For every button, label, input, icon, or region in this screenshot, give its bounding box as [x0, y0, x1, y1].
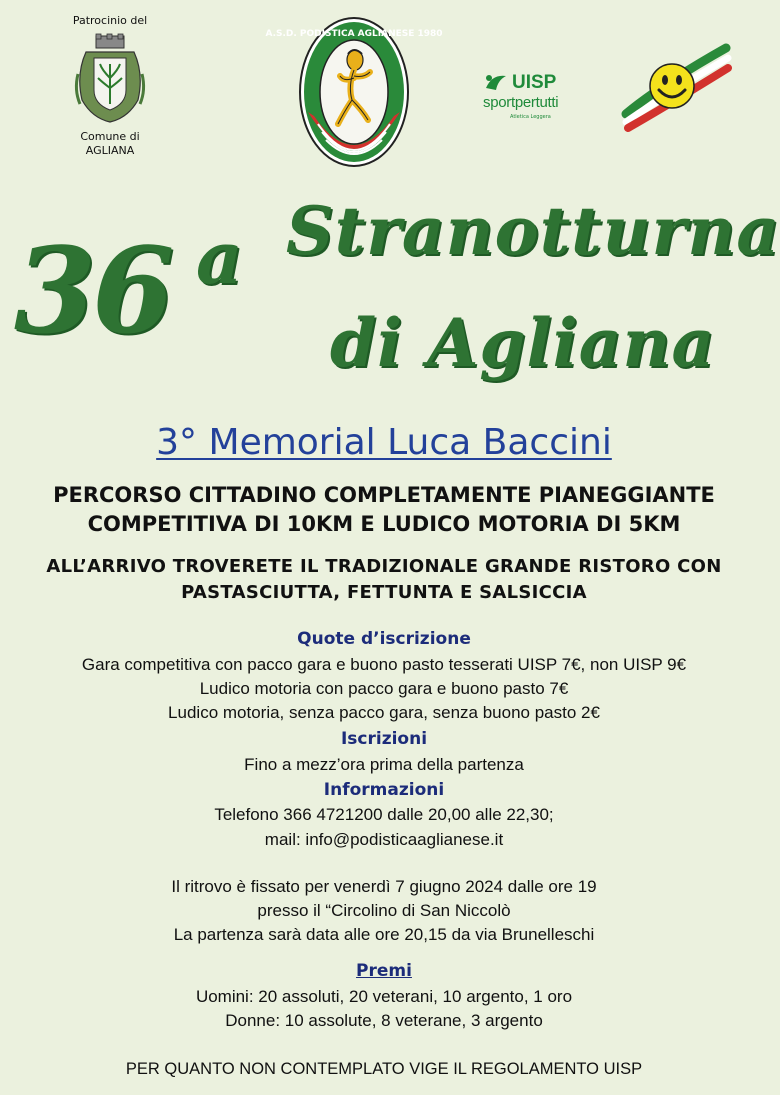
ritrovo-line: La partenza sarà data alle ore 20,15 da via Brunelleschi — [173, 925, 595, 944]
comune-city: AGLIANA — [85, 144, 135, 157]
svg-text:A.S.D. PODISTICA AGLIANESE 198: A.S.D. PODISTICA AGLIANESE 1980 — [265, 29, 443, 39]
premi-heading — [0, 959, 768, 983]
uisp-mark-icon — [482, 72, 510, 94]
ristoro-line1: ALL’ARRIVO TROVERETE IL TRADIZIONALE GRANDE RISTORO CON — [46, 556, 722, 577]
edition-ordinal: a — [196, 215, 243, 300]
quote-line: Ludico motoria con pacco gara e buono pasto 7€ — [199, 679, 569, 698]
premi-line: Donne: 10 assolute, 8 veterane, 3 argento — [225, 1011, 543, 1030]
quote-line: Gara competitiva con pacco gara e buono pasto tesserati UISP 7€, non UISP 9€ — [81, 655, 687, 674]
informazioni-mail: mail: info@podisticaaglianese.it — [264, 830, 504, 849]
quote-line: Ludico motoria, senza pacco gara, senza buono pasto 2€ — [168, 703, 600, 722]
iscrizioni-line: Fino a mezz’ora prima della partenza — [244, 755, 524, 774]
uisp-tagline: sportpertutti — [483, 94, 559, 111]
comune-label: Comune di — [80, 130, 140, 143]
patrocinio-label: Patrocinio del — [72, 14, 148, 27]
uisp-sub: Atletica Leggera — [510, 114, 551, 120]
iscrizioni-heading: Iscrizioni — [340, 729, 428, 749]
smiley-icon — [622, 44, 732, 130]
quote-heading: Quote d’iscrizione — [297, 629, 471, 649]
premi-line: Uomini: 20 assoluti, 20 veterani, 10 argento, 1 oro — [195, 987, 573, 1006]
uisp-name: UISP — [512, 72, 557, 93]
memorial-subtitle — [0, 420, 768, 466]
title-line2: di Agliana — [330, 304, 716, 382]
comune-crest-icon — [72, 34, 148, 126]
memorial-text: 3° Memorial Luca Baccini — [156, 422, 612, 463]
title-line1: Stranotturna — [286, 192, 780, 270]
comune-patronage — [40, 14, 180, 158]
edition-number: 36 — [14, 221, 171, 360]
ristoro-line2: PASTASCIUTTA, FETTUNTA E SALSICCIA — [181, 582, 587, 603]
informazioni-phone: Telefono 366 4721200 dalle 20,00 alle 22,30; — [214, 805, 554, 824]
footer-regolamento: PER QUANTO NON CONTEMPLATO VIGE IL REGOLAMENTO UISP — [125, 1060, 643, 1078]
smile-logo — [622, 44, 732, 134]
headline-line2: COMPETITIVA DI 10KM E LUDICO MOTORIA DI 5KM — [87, 512, 681, 536]
podistica-logo — [265, 16, 443, 172]
headline-line1: PERCORSO CITTADINO COMPLETAMENTE PIANEGGIANTE — [53, 483, 715, 507]
ritrovo-line: presso il “Circolino di San Niccolò — [257, 901, 511, 920]
podistica-runner-icon — [265, 16, 443, 168]
ritrovo-line: Il ritrovo è fissato per venerdì 7 giugno 2024 dalle ore 19 — [171, 877, 597, 896]
premi-heading-text: Premi — [356, 961, 412, 981]
informazioni-heading: Informazioni — [323, 780, 445, 800]
